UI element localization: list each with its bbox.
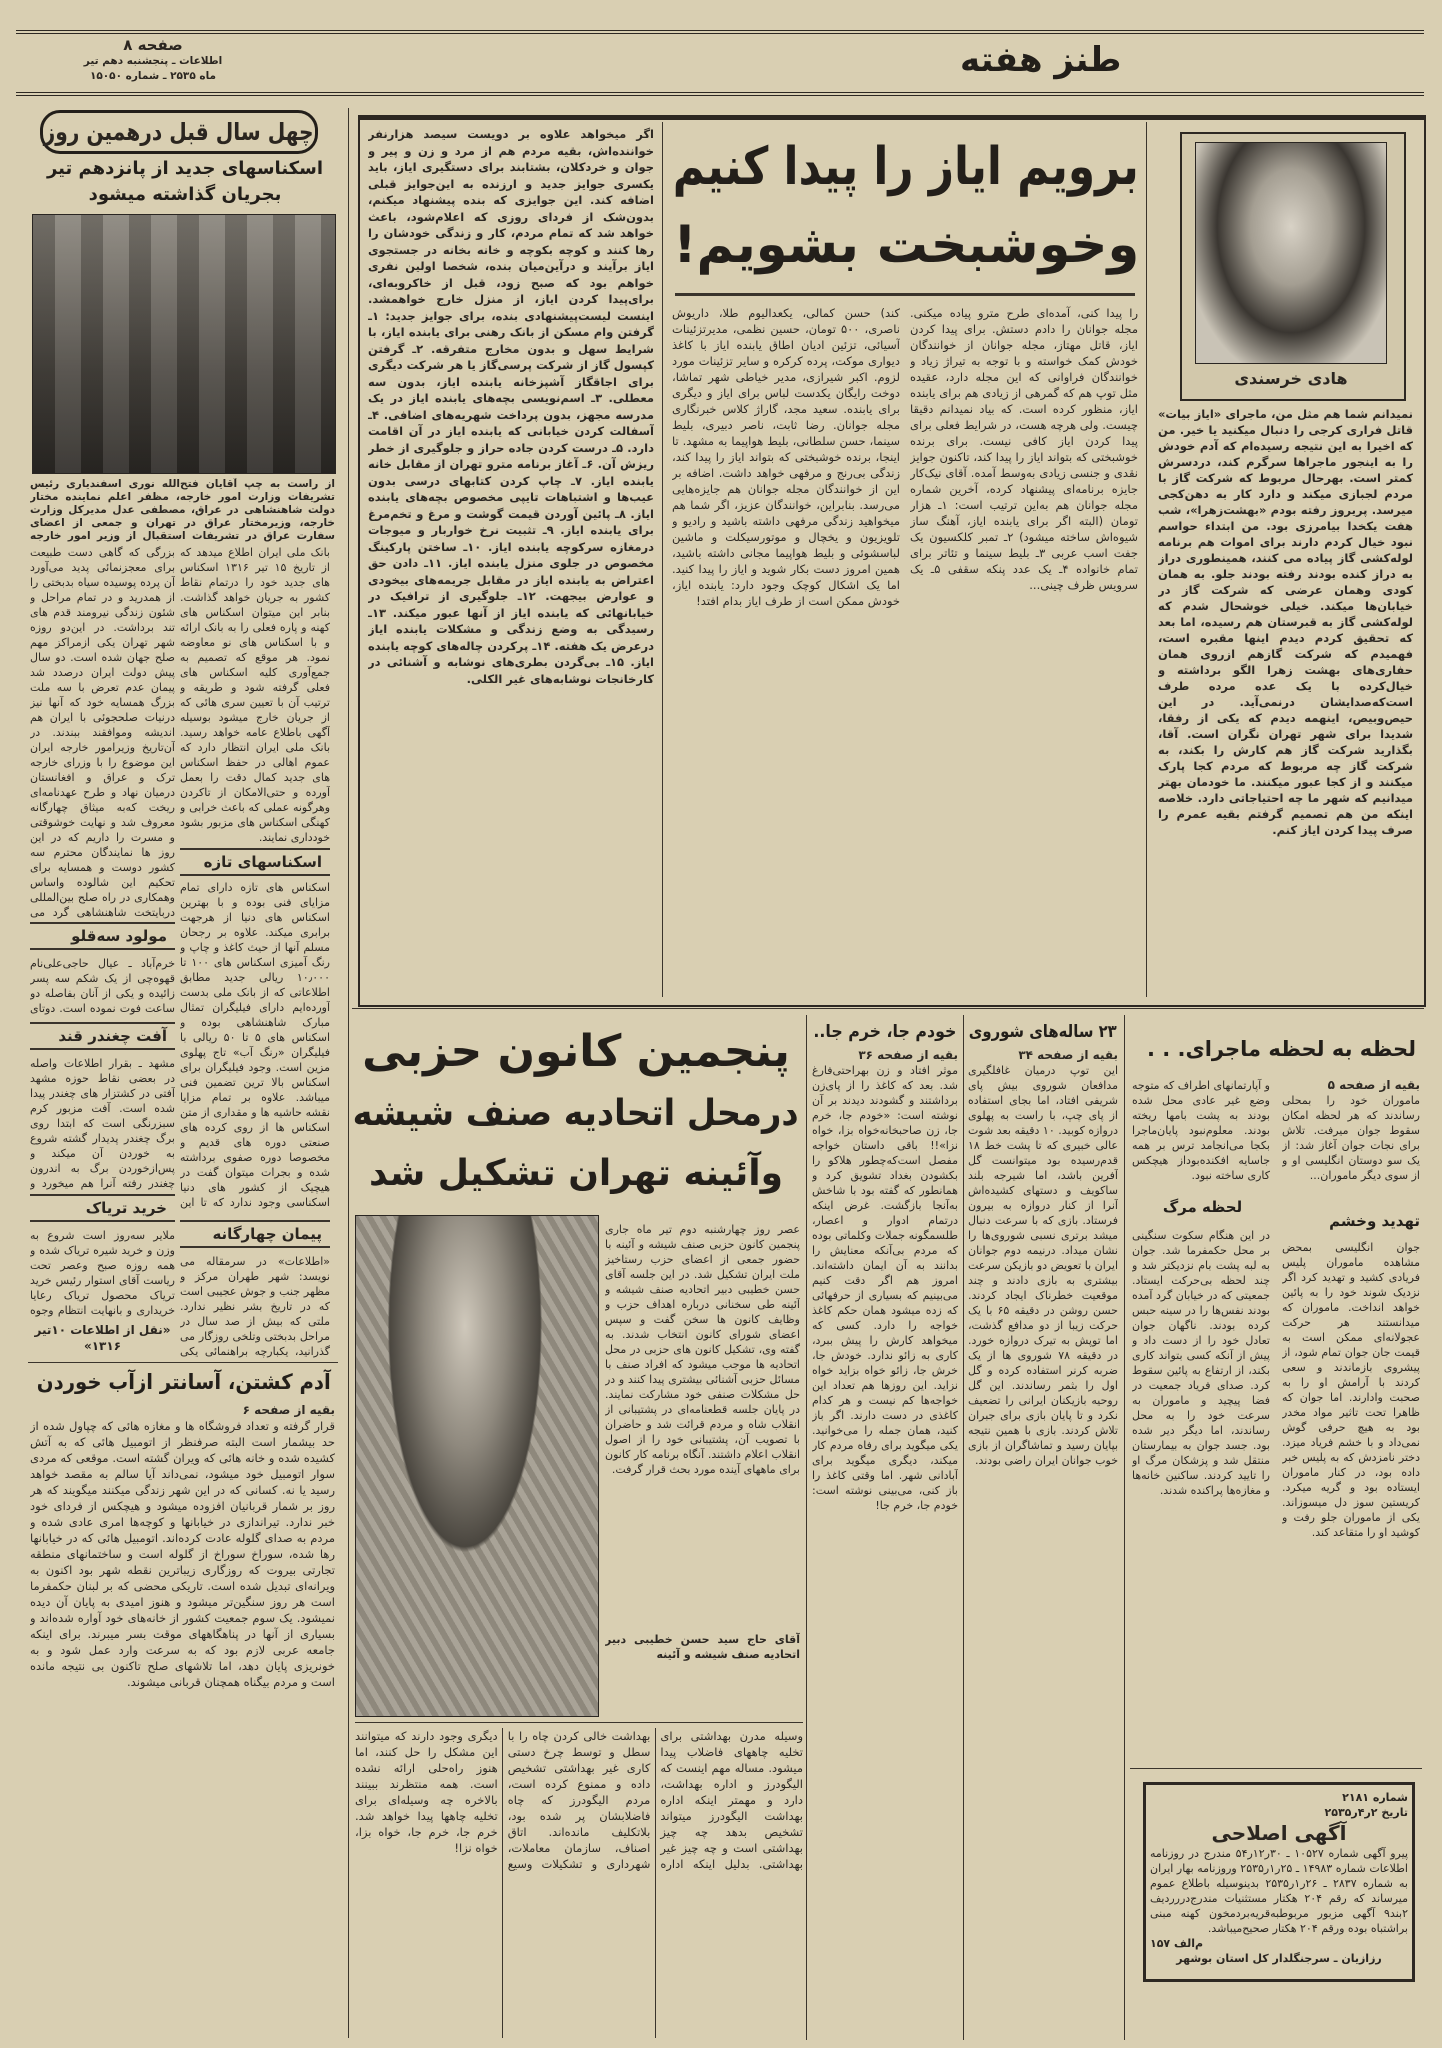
subtitle-threat-anger: تهدید وخشم <box>1329 1212 1420 1230</box>
threat-anger-text: جوان انگلیسی بمحض مشاهده ماموران پلیس فریادی کشید و تهدید کرد اگر نزدیک شوند خود را به پائین خواهد انداخت. ماموران که میدانستند هر حرکت عجولانه‌ای ممکن است به قیمت جان جوان تمام شود، از پیشروی بازماندند و سعی کردند با آرامش او را به صحبت وادارند. اما جوان که ظاهرا تحت تاثیر مواد مخدر بود به هیچ حرفی گوش نمی‌داد و با خشم فریاد میزد. دختر نامزدش که به پلیس خبر داده بود، در کنار ماموران ایستاده بود و گریه میکرد. کریستین سوز دل میسوزاند. یکی از ماموران جلو رفت و کوشید او را متقاعد کند. <box>1282 1241 1420 1539</box>
continued-label: بقیه از صفحه ۵ <box>1327 1078 1420 1092</box>
photo-caption: آقای حاج سید حسن خطیبی دبیر اتحادیه صنف شیشه و آئینه <box>605 1633 800 1661</box>
notice-number: شماره ۲۱۸۱ <box>1342 1791 1408 1804</box>
satire-center-left: کند) حسن کمالی، یکعدالیوم طلا، داریوش ناصری، ۵۰۰ تومان، حسین نظمی، مدیرتزئینات آسیائی، تزئین ادیان اطاق یابنده ایاز با کاغذ دیواری موکت، پرده کرکره و سایر تزئینات مورد لزوم. اکبر شیرازی، مدیر خیاطی شهر تماشا، دوخت رایگان یکدست لباس برای ایاز و دیگری برای یابنده. سعید مجد، گاراژ کلاس خبرنگاری مجله جوانان. رضا ثابت، ناصر دبیری، بلیط سینما، حسن سلطانی، بلیط هواپیما به مشهد. تا اینجا، برنده خوشبختی که بتواند ایاز را پیدا کند، زندگی بی‌رنج و مرفهی خواهد داشت. اضافه بر این از خوانندگان مجله جوانان هم جایزه‌هایی می‌رسد. بنابراین، خوانندگان عزیز، اگر شما هم میخواهید زندگی مرفهی داشته باشید و رادیو و تلویزیون و یخچال و موتورسیکلت و ماشین لباسشوئی و بلیط هواپیما مجانی داشته باشید، همین امروز دست بکار شوید و ایاز را پیدا کنید. اما یک اشکال کوچک وجود دارد: یابنده ایاز، خودش ممکن است از طرف ایاز بدام افتد! <box>672 306 900 608</box>
notice-date: تاریخ ۲ر۴ر۲۵۳۵ <box>1324 1806 1408 1819</box>
column-divider <box>963 1015 964 2040</box>
page-number: صفحه ۸ <box>123 36 183 54</box>
murder-text: قرار گرفته و تعداد فروشگاه ها و مغازه هائی که چپاول شده از حد بیشمار است البته صرفنظر از اتومبیل هائی که به آتش کشیده شده و خانه هائی که ویران گشته است. موقعی که مردی سوار اتومبیل خود میشود، نمی‌داند آیا سالم به مقصد خواهد رسید یا نه. کسانی که در این شهر زندگی میکنند میگویند که هر روز بر شمار قربانیان افزوده میشود و هیچکس از فردای خود خبر ندارد. تیراندازی در خیابانها و کوچه‌ها امری عادی شده و مردم به صدای گلوله عادت کرده‌اند. اتومبیل هائی که در خیابانها رها شده، سوراخ سوراخ از گلوله است و ساختمانهای منطقه تجارتی بیروت که روزگاری زیباترین نقطه شهر بود اکنون به ویرانه‌ای تبدیل شده است. تاریکی محضی که بر لبنان حکمفرما است هر روز سنگین‌تر میشود و هنوز امیدی به پایان آن دیده نمیشود. یک سوم جمعیت کشور از خانه‌های خود آواره شده‌اند و بسیاری از آنها در پناهگاههای موقت بسر میبرند. برای اینکه جامعه عربی لازم بود که به سرعت وارد عمل شود و به خونریزی پایان دهد، اما تلاشهای صلح تاکنون بی نتیجه مانده است و مردم بیگناه همچنان قربانی میشوند. <box>30 1419 335 1689</box>
headline-line: وخوشبخت بشویم! <box>672 215 1139 275</box>
notice-body: پیرو آگهی شماره ۱۰۵۲۷ ـ ۳۰ر۱۲ر۵۴ مندرج در روزنامه اطلاعات شماره ۱۴۹۸۳ ـ ۲۵ر۱ر۲۵۳۵ وروزنامه بهار ایران به شماره ۲۸۳۷ ـ ۲۶ر۱ر۲۵۳۵ بدینوسیله باطلاع عموم میرساند که رقم ۲۰۴ هکتار مستثنیات مندرج‌دررردیف ۲بند۹ آگهی مزبور مربوطبه‌قریه‌بردمخون کهنه مبنی براشتباه بوده ورقم ۲۰۴ هکتار صحیح‌میباشد. <box>1150 1847 1409 1935</box>
peace-editorial-text: بزرگی که گاهی دست طبیعت برای معجزنمائی پدید می‌آورد آن پرده پوسیده سیاه بدبختی را از همدرید و در تمام مراحل و شئون زندگی نیرومند قدم های تند برداشت. در این‌دو روزه شهر تهران یکی ازمراکز مهم صلح جهان شده است. دو سال پیش دولت ایران درصدد شد پیمان عدم تعرض با سه ملت بزرگ همسایه خود که آنها نیز درنیات صلحجوئی با ایران هم اندیشه وموافقند ببندند. در آن‌تاریخ وزیرامور خارجه ایران این موضوع را با وزرای خارجه ترک و عراق و افغانستان درمیان نهاد و طرح عهدنامه‌ای ریخت که‌به میثاق چهارگانه معروف شد و نهایت خوشوقتی و مسرت را داریم که در این روز ها نمایندگان محترم سه کشور دوست و همسایه برای تحکیم این شالوده واساس وهمکاری در راه صلح بین‌المللی دربایتخت شاهنشاهی گرد می <box>30 546 175 919</box>
page-info <box>28 36 278 84</box>
source-note: «نقل از اطلاعات ۱۰تیر ۱۳۱۶» <box>34 1323 171 1353</box>
section-divider <box>355 1722 803 1723</box>
section-divider <box>352 1008 1424 1009</box>
continued-label: بقیه از صفحه ۶ <box>242 1403 335 1417</box>
column-divider <box>662 122 663 997</box>
satire-left-column: اگر میخواهد علاوه بر دویست سیصد هزارنفر خواننده‌اش، بقیه مردم هم از مرد و زن و پیر و جوان و خردکلان، بشتابند برای دستگیری ایاز، باید یکسری جوایز جدید و ارزنده به این‌جوایز قبلی اضافه کند. این جوایزی که بنده پیشنهاد میکنم، بدون‌شک از فردای روزی که اعلام‌شود، باعث خواهد شد که تمام مردم، کار و زندگی خودشان را رها کنند و کوچه بکوچه و خانه بخانه در جستجوی ایاز برآیند و درآین‌میان بنده، شخصا اولین نفری خواهم بود که صبح زود، قبل از خاکروبه‌ای، برای‌پیدا کردن ایاز، از منزل خارج خواهمشد. اینست لیست‌پیشنهادی بنده، برای جوایز جدید: ۱ـ گرفتن وام مسکن از بانک رهنی برای یابنده ایاز، با شرایط سهل و بدون مخارج متفرقه. ۲ـ گرفتن کپسول گاز از شرکت پرسی‌گاز یا هر شرکت دیگری برای اجاقگاز آشپزخانه یابنده ایاز، بدون سه معطلی. ۳ـ اسم‌نویسی بچه‌های یابنده ایاز در یک مدرسه مجهز، بدون پرداخت شهریه‌های اضافی. ۴ـ آسفالت کردن خیابانی که یابنده ایاز در آن اقامت دارد. ۵ـ درست کردن جاده حراز و جلوگیری از خطر ریزش آن. ۶ـ آغاز برنامه مترو تهران از مقابل خانه یابنده ایاز. ۷ـ چاپ کردن کتابهای درسی بدون عیب‌ها و اشتباهات تایپی مخصوص بچه‌های یابنده ایاز. ۸ـ پائین آوردن قیمت گوشت و مرغ و تخم‌مرغ برای یابنده ایاز. ۹ـ تثبیت نرخ خواربار و میوجات درمغازه سرکوچه یابنده ایاز. ۱۰ـ ساختن پارکینگ مخصوص در جلوی منزل یابنده ایاز. ۱۱ـ دادن حق اعتراض به یابنده ایاز در مقابل جریمه‌های بیخودی و عوارض بیجهت. ۱۲ـ جلوگیری از ترافیک در خیابانهائی که یابنده ایاز از آنها عبور میکند. ۱۳ـ رسیدگی به وضع زندگی و مشکلات یابنده ایاز درعرض یک هفته. ۱۴ـ پرکردن چاله‌های کوچه یابنده ایاز. ۱۵ـ بی‌گردن بطری‌های نوشابه و آشنائی در کارخانجات نوشابه‌های غیر الکلی. <box>368 127 654 686</box>
notice-ref: م‌الف ۱۵۷ <box>1150 1937 1204 1950</box>
khatibi-photo <box>355 1215 599 1717</box>
correction-notice <box>1143 1782 1415 1982</box>
party-lower-text: وسیله مدرن بهداشتی برای تخلیه چاههای فاضلاب پیدا میشود. مساله مهم اینست که الیگودرز و اداره بهداشت، دارد و مهمتر اینکه اداره بهداشت الیگودرز میتواند تشخیص بدهد چه چیز بهداشتی است و چه چیز غیر بهداشتی. بدلیل اینکه اداره بهداشت خالی کردن چاه را با سطل و توسط چرخ دستی کاری غیر بهداشتی تشخیص داده و ممنوع کرده است، مردم الیگودرز که چاه فاضلابشان پر شده بود، بلاتکلیف مانده‌اند. اتاق اصناف، سازمان معاملات، شهرداری و تشکیلات وسیع دیگری وجود دارند که میتوانند این مشکل را حل کنند، اما هنوز راه‌حلی ارائه نشده است. همه منتظرند ببینند بالاخره چه وسیله‌ای برای تخلیه چاهها پیدا خواهد شد. خرم جا، خرم جا، خواه بزا، خواه نزا! <box>355 1729 803 1871</box>
lahze-headline: لحظه به لحظه ماجرای. . . <box>1146 1037 1416 1061</box>
section-title-opium: خرید تریاک <box>30 1194 175 1222</box>
party-body: عصر روز چهارشنبه دوم تیر ماه جاری پنجمین کانون حزبی صنف شیشه و آئینه با حضور جمعی از اعضای حزب رستاخیز ملت ایران تشکیل شد. در این جلسه آقای حسن خطیبی دبیر اتحادیه صنف شیشه و آئینه طی سخنانی درباره اهداف حزب و وظایف کانون ها سخن گفت و سپس اعضای شورای کانون انتخاب شدند. به گفته وی، تشکیل کانون های حزبی در محل اتحادیه ها موجب میشود که افراد صنف با مسائل حزبی آشنائی بیشتری پیدا کنند و در حل مشکلات صنفی خود مشارکت نمایند. در پایان جلسه قطعنامه‌ای در پشتیبانی از انقلاب شاه و مردم قرائت شد و حاضران با تصویب آن، پشتیبانی خود را از اصول انقلاب اعلام داشتند. آنگاه برنامه کار کانون برای ماههای آینده مورد بحث قرار گرفت. <box>605 1223 800 1476</box>
column-divider <box>348 108 349 2038</box>
headline-line: اسکناسهای جدید از پانزدهم تیر <box>46 158 324 179</box>
column-divider <box>806 1015 807 2040</box>
lahze-right-text: ماموران خود را بمحلی رساندند که هر لحظه امکان سقوط جوان میرفت. تلاش برای نجات جوان آغاز شد: از یک سو دوستان انگلیسی او و از سوی دیگر ماموران... <box>1282 1094 1420 1182</box>
notice-title: آگهی اصلاحی <box>1211 1821 1347 1845</box>
new-notes-text: اسکناس های تازه دارای تمام مزایای فنی بوده و با بهترین اسکناس های دنیا از هرجهت برابری میکند. علاوه بر رجحان مسلم آنها از حیث کاغذ و چاپ و رنگ آمیزی اسکناس های ۱۰۰ تا ۱۰٫۰۰۰ ریالی جدید مطابق اطلاعاتی که از بانک ملی بدست آورده‌ایم دارای فیلیگران تمثال مبارک شاهنشاهی بوده و اسکناس های ۵ تا ۵۰ ریالی با فیلیگران «رنگ آب» تاج پهلوی مزین است. وجود فیلیگران برای اسکناس بالا ترین تضمین فنی میباشد. علاوه بر تمام مزایا نقشه حاشیه ها و مقداری از متن اسکناس ها از روی کرده های صنعتی دوره های قدیم و مخصوصا دوره صفوی برداشته شده و بجرات میتوان گفت در هیچیک از کشور های دنیا اسکناسی وجود ندارد که تا این <box>180 881 330 1209</box>
section-title-pact: پیمان چهارگانه <box>180 1220 330 1248</box>
khodam-text: موثر افتاد و زن بهراحتی‌فارغ شد. بعد که کاغذ را از پای‌زن برداشتند و گشودند دیدند بر آن نوشته است: «خودم جا، خرم جا، زن صاحبخانه‌خواه بزا، خواه نزا»!! باقی داستان خواجه مفصل است‌که‌چطور هلاکو را بکشودن بغداد تشویق کرد و همانطور که گفته بود با شاخش به‌آنجا بازگشت. غرض اینکه درتمام ادوار و اعصار، طلسمگونه جملات وکلماتی بوده که مردم بی‌آنکه معنایش را بدانند به آن ایمان داشته‌اند. امروز هم اگر دقت کنیم می‌بینیم که بسیاری از حرفهائی که زده میشود همان حکم کاغذ خواجه را دارد. کسی که میخواهد کارش را پیش ببرد، کاری به زائو ندارد. خودش جا، خرش جا، زائو خواه بزاید خواه نزاید. این روزها هم تعداد این خواجه‌ها کم نیست و هر کدام کاغذی در دست دارند. اگر باز کنید، همان جمله را می‌خوانید. یکی میگوید برای رفاه مردم کار میکند، دیگری میگوید برای آبادانی شهر. اما وقتی کاغذ را باز کنی، می‌بینی نوشته است: خودم جا، خرم جا! <box>812 1064 958 1512</box>
section-title-beet-pest: آفت چغندر قند <box>30 1022 175 1050</box>
death-moment-text: در این هنگام سکوت سنگینی بر محل حکمفرما شد. جوان به لبه پشت بام نزدیکتر شد و چند لحظه بی‌حرکت ایستاد. جمعیتی که در خیابان گرد آمده بودند نفس‌ها را در سینه حبس کرده بودند. ناگهان جوان تعادل خود را از دست داد و پیش از آنکه کسی بتواند کاری بکند، از ارتفاع به پائین سقوط کرد. صدای فریاد جمعیت در فضا پیچید و ماموران به سرعت خود را به محل رساندند، اما دیگر دیر شده بود. جسد جوان به بیمارستان منتقل شد و پزشکان مرگ او را تایید کردند. ساکنین خانه‌ها و مغازه‌ها پراکنده شدند. <box>1132 1229 1270 1497</box>
date-line: اطلاعات ـ پنجشنبه دهم تیر <box>83 55 223 67</box>
section-title-triplets: مولود سه‌قلو <box>30 922 175 950</box>
subtitle-death-moment: لحظه مرگ <box>1162 1198 1243 1216</box>
notice-signer: رزازیان ـ سرجنگلدار کل استان بوشهر <box>1176 1952 1382 1965</box>
satire-center-right: را پیدا کنی، آمده‌ای طرح مترو پیاده میکنی. مجله جوانان را دادم دستش. برای پیدا کردن ایاز، قاتل مهتاز، مجله جوانان از خوانندگان خودش کمک خواسته و با توجه به تیراژ زیاد و خوانندگان فراوانی که این مجله دارد، عقیده مثل توپ هم که گمرهی از زیادی هم برای یابنده ایاز، منظور کرده است. که بیاد نمیدانم دقیقا چیست. ولی هرچه هست، در شرایط فعلی برای پیدا کردن ایاز کافی نیست. برای برنده خوشبختی که بتواند ایاز را پیدا کند، تاکنون جوایز نقدی و جنسی زیادی به‌وسط آمده. آقای نیک‌کار جایزه برنامه‌ای پیشنهاد کرده، آخرین شماره مجله جوانان هم به‌این ترتیب است: ۱ـ هزار تومان (البته اگر برای یابنده ایاز، آهنگ ساز شیوه‌اش ساخته میشود) ۲ـ تمبر کلکسیون یک جفت اسب عربی ۳ـ بلیط سینما و تئاتر برای تمام خانواده ۴ـ یک عدد پنکه سقفی ۵ـ یک سرویس ظرف چینی... <box>910 306 1138 592</box>
pact-text: «اطلاعات» در سرمقاله می نویسد: شهر طهران مرکز و مظهر جنب و جوش عجیبی است که در تاریخ بشر نظیر ندارد. ملتی که بیش از صد سال در مراحل بدبختی وتلخی روزگار می گذرانید، یکبارچه براهنمائی یکی <box>180 1255 330 1358</box>
murder-headline: آدم کشتن، آسانتر ازآب خوردن <box>36 1370 331 1394</box>
khodam-article <box>812 1048 958 2038</box>
author-photo <box>1195 142 1387 364</box>
headline-underline <box>675 293 1135 296</box>
continued-label: بقیه از صفحه ۳۶ <box>858 1048 958 1062</box>
bank-notice-text: بانک ملی ایران اطلاع میدهد که از تاریخ ۱۵ تیر ۱۳۱۶ اسکناس های جدید خود را درتمام نقاط کشور به جریان خواهد گذاشت. بنابر این میتوان اسکناس های کهنه و پاره فعلی را به بانک ارائه و با اسکناس های نو معاوضه نمود. هر موقع که تصمیم به جمع‌آوری کلیه اسکناس های فعلی گرفته شود و طریقه و ترتیب آن با تعیین سری هائی که از جریان خارج میشود بوسیله آگهی باطلاع عامه خواهد رسید. بانک ملی ایران انتظار دارد که عموم اهالی در حفظ اسکناس های جدید کمال دقت را بعمل آورده و حتی‌الامکان از تاکردن وهرگونه عملی که باعث خرابی و کهنگی اسکناس های مزبور بشود خودداری نمایند. <box>180 546 330 844</box>
soviet-text: این توپ درمیان غافلگیری مدافعان شوروی بیش پای شریفی افتاد، اما بجای استفاده از پای چپ، با راست به پهلوی دروازه کوبید. ۱۰ دقیقه بعد شوت عالی خبیری که تا پشت خط ۱۸ قدم‌رسیده بود میتوانست گل آفرین باشد، اما شیرجه بلند ساکویف و دستهای کشیده‌اش آنرا از کنار دروازه به بیرون فرستاد. بازی که با سرعت دنبال میشد برتری نسبی شوروی‌ها را نشان میداد. درنیمه دوم جوانان ایران با تعویض دو بازیکن سرعت بیشتری به بازی دادند و چند موقعیت خطرناک ایجاد کردند. حسن روشن در دقیقه ۶۵ با یک حرکت زیبا از دو مدافع گذشت، اما توپش به تیرک دروازه خورد. در دقیقه ۷۸ شوروی ها از یک ضربه کرنر استفاده کرده و گل اول را بثمر رساندند. این گل روحیه بازیکنان ایرانی را تضعیف نکرد و تا پایان بازی برای جبران تلاش کردند. بازی با همین نتیجه بپایان رسید و تماشاگران از بازی خوب جوانان ایران راضی بودند. <box>968 1064 1118 1467</box>
party-headline <box>352 1020 800 1204</box>
headline-line: درمحل اتحادیه صنف شیشه <box>352 1093 799 1134</box>
forty-years-headline <box>36 156 334 208</box>
soviet-headline: ۲۳ ساله‌های شوروی <box>969 1022 1117 1042</box>
section-title-new-notes: اسکناسهای تازه <box>180 848 330 876</box>
column-divider <box>1146 122 1147 997</box>
khodam-headline: خودم جا، خرم جا.. <box>813 1022 956 1042</box>
opium-text: ملایر سه‌روز است شروع به وزن و خرید شیره تریاک شده و همه روزه صبح وعصر تحت ریاست آقای استوار رئیس خرید تریاک محصول تریاک رعایا خریداری و بانهایت انتظام وجوه <box>30 1229 175 1317</box>
soviet-article <box>968 1048 1118 2038</box>
section-divider <box>28 1362 338 1363</box>
section-title: طنز هفته <box>960 40 1122 80</box>
author-name: هادی خرسندی <box>1234 369 1348 388</box>
forty-years-kicker: چهل سال قبل درهمین روز <box>40 110 318 154</box>
section-divider <box>1130 1768 1422 1769</box>
photo-caption: از راست به چپ آقایان فتح‌الله نوری اسفندیاری رئیس تشریفات وزارت امور خارجه، مظفر اعلم نماینده مختار دولت شاهنشاهی در عراق، مصطفی عدل مدیرکل وزارت خارجه، وزیرمختار عراق در تهران و جمعی از اعضای سفارت عراق در تشریفات استقبال از وزیر امور خارجه <box>30 478 335 542</box>
issue-line: ماه ۲۵۳۵ ـ شماره ۱۵۰۵۰ <box>89 70 217 82</box>
beet-pest-text: مشهد ـ بقرار اطلاعات واصله در بعضی نقاط حوزه مشهد آفتی در کشتزار های چغندر پیدا شده است. آفت مزبور کرم سبزرنگی است که ابتدا روی برگ چغندر پدیدار گشته شروع به خوردن آن میکند و پس‌ازخوردن برگ به اندرون چغندر رفته آنرا هم میخورد و <box>30 1057 175 1190</box>
satire-intro: نمیدانم شما هم مثل من، ماجرای «ایاز بیات» قاتل فراری کرجی را دنبال میکنید یا خیر. من که اخیرا به این نتیجه رسیده‌ام که آدم خودش را به اینجور ماجراها سرگرم کند، دردسرش کمتر است. بهرحال مربوط که شرکت گاز با مردم لجبازی میکند و دارد کار به دهن‌کجی میرسد. پریروز رفته بودم «بهشت‌زهرا»، شب هفت یکخدا بیامرزی بود. من ابتداء حواسم نبود خیال کردم دارند برای اموات هم برنامه لوله‌کشی گاز پیاده می کنند، همینطوری دراز به دراز کنده بودند رفته بودند جلو. به همان کودی وهمان عرضی که شرکت گاز در خیابان‌ها میکند. خیلی خوشحال شدم که لوله‌کشی گاز به قبرستان هم رسیده، اما بعد که تحقیق کردم دیدم اینها مقبره است، فهمیدم که شرکت گازهم ازروی همان حفاری‌های بهشت زهرا الگو برداشته و خیال‌کرده با یک عده مرده طرف است‌که‌صدایشان درنمی‌آید. در این حیص‌وبیص، اینهمه دیدم که یکی از رفقا، شدیدا برای شهر تهران نگران است. آقا، بگذارید شرکت گاز هم کارش را بکند، به شرکت گاز چه مربوط که مردم کجا پارک میکنند و از کجا عبور میکنند. ما خودمان بهتر میدانیم که شهر ما چه احتیاجاتی دارد. خلاصه اینکه من هم تصمیم گرفتم بقیه عمرم را صرف پیدا کردن ایاز کنم. <box>1158 407 1413 837</box>
lahze-right-column <box>1282 1078 1420 1198</box>
headline-line: پنجمین کانون حزبی <box>362 1026 790 1077</box>
officials-photo <box>32 214 336 474</box>
murder-article <box>30 1402 335 2038</box>
satire-headline <box>672 128 1140 284</box>
column-divider <box>1124 1015 1125 2040</box>
headline-line: برویم ایاز را پیدا کنیم <box>672 137 1139 197</box>
continued-label: بقیه از صفحه ۳۴ <box>1018 1048 1118 1062</box>
triplets-text: خرم‌آباد ـ عیال حاجی‌علی‌نام قهوه‌چی از یک شکم سه پسر زائیده و یکی از آنان بفاصله دو ساعت فوت نموده است. دوتای <box>30 957 175 1015</box>
headline-line: بجریان گذاشته میشود <box>88 184 282 205</box>
lahze-left-column: و آپارتمانهای اطراف که متوجه وضع غیر عادی محل شده بودند به پشت بامها ریخته بودند. معلوم‌نبود پایان‌ماجرا بکجا می‌انجامد ترس بر همه جا‌سایه افکنده‌بود‌از هیچکس کاری ساخته نبود. <box>1132 1079 1270 1182</box>
headline-line: وآئینه تهران تشکیل شد <box>369 1153 783 1194</box>
